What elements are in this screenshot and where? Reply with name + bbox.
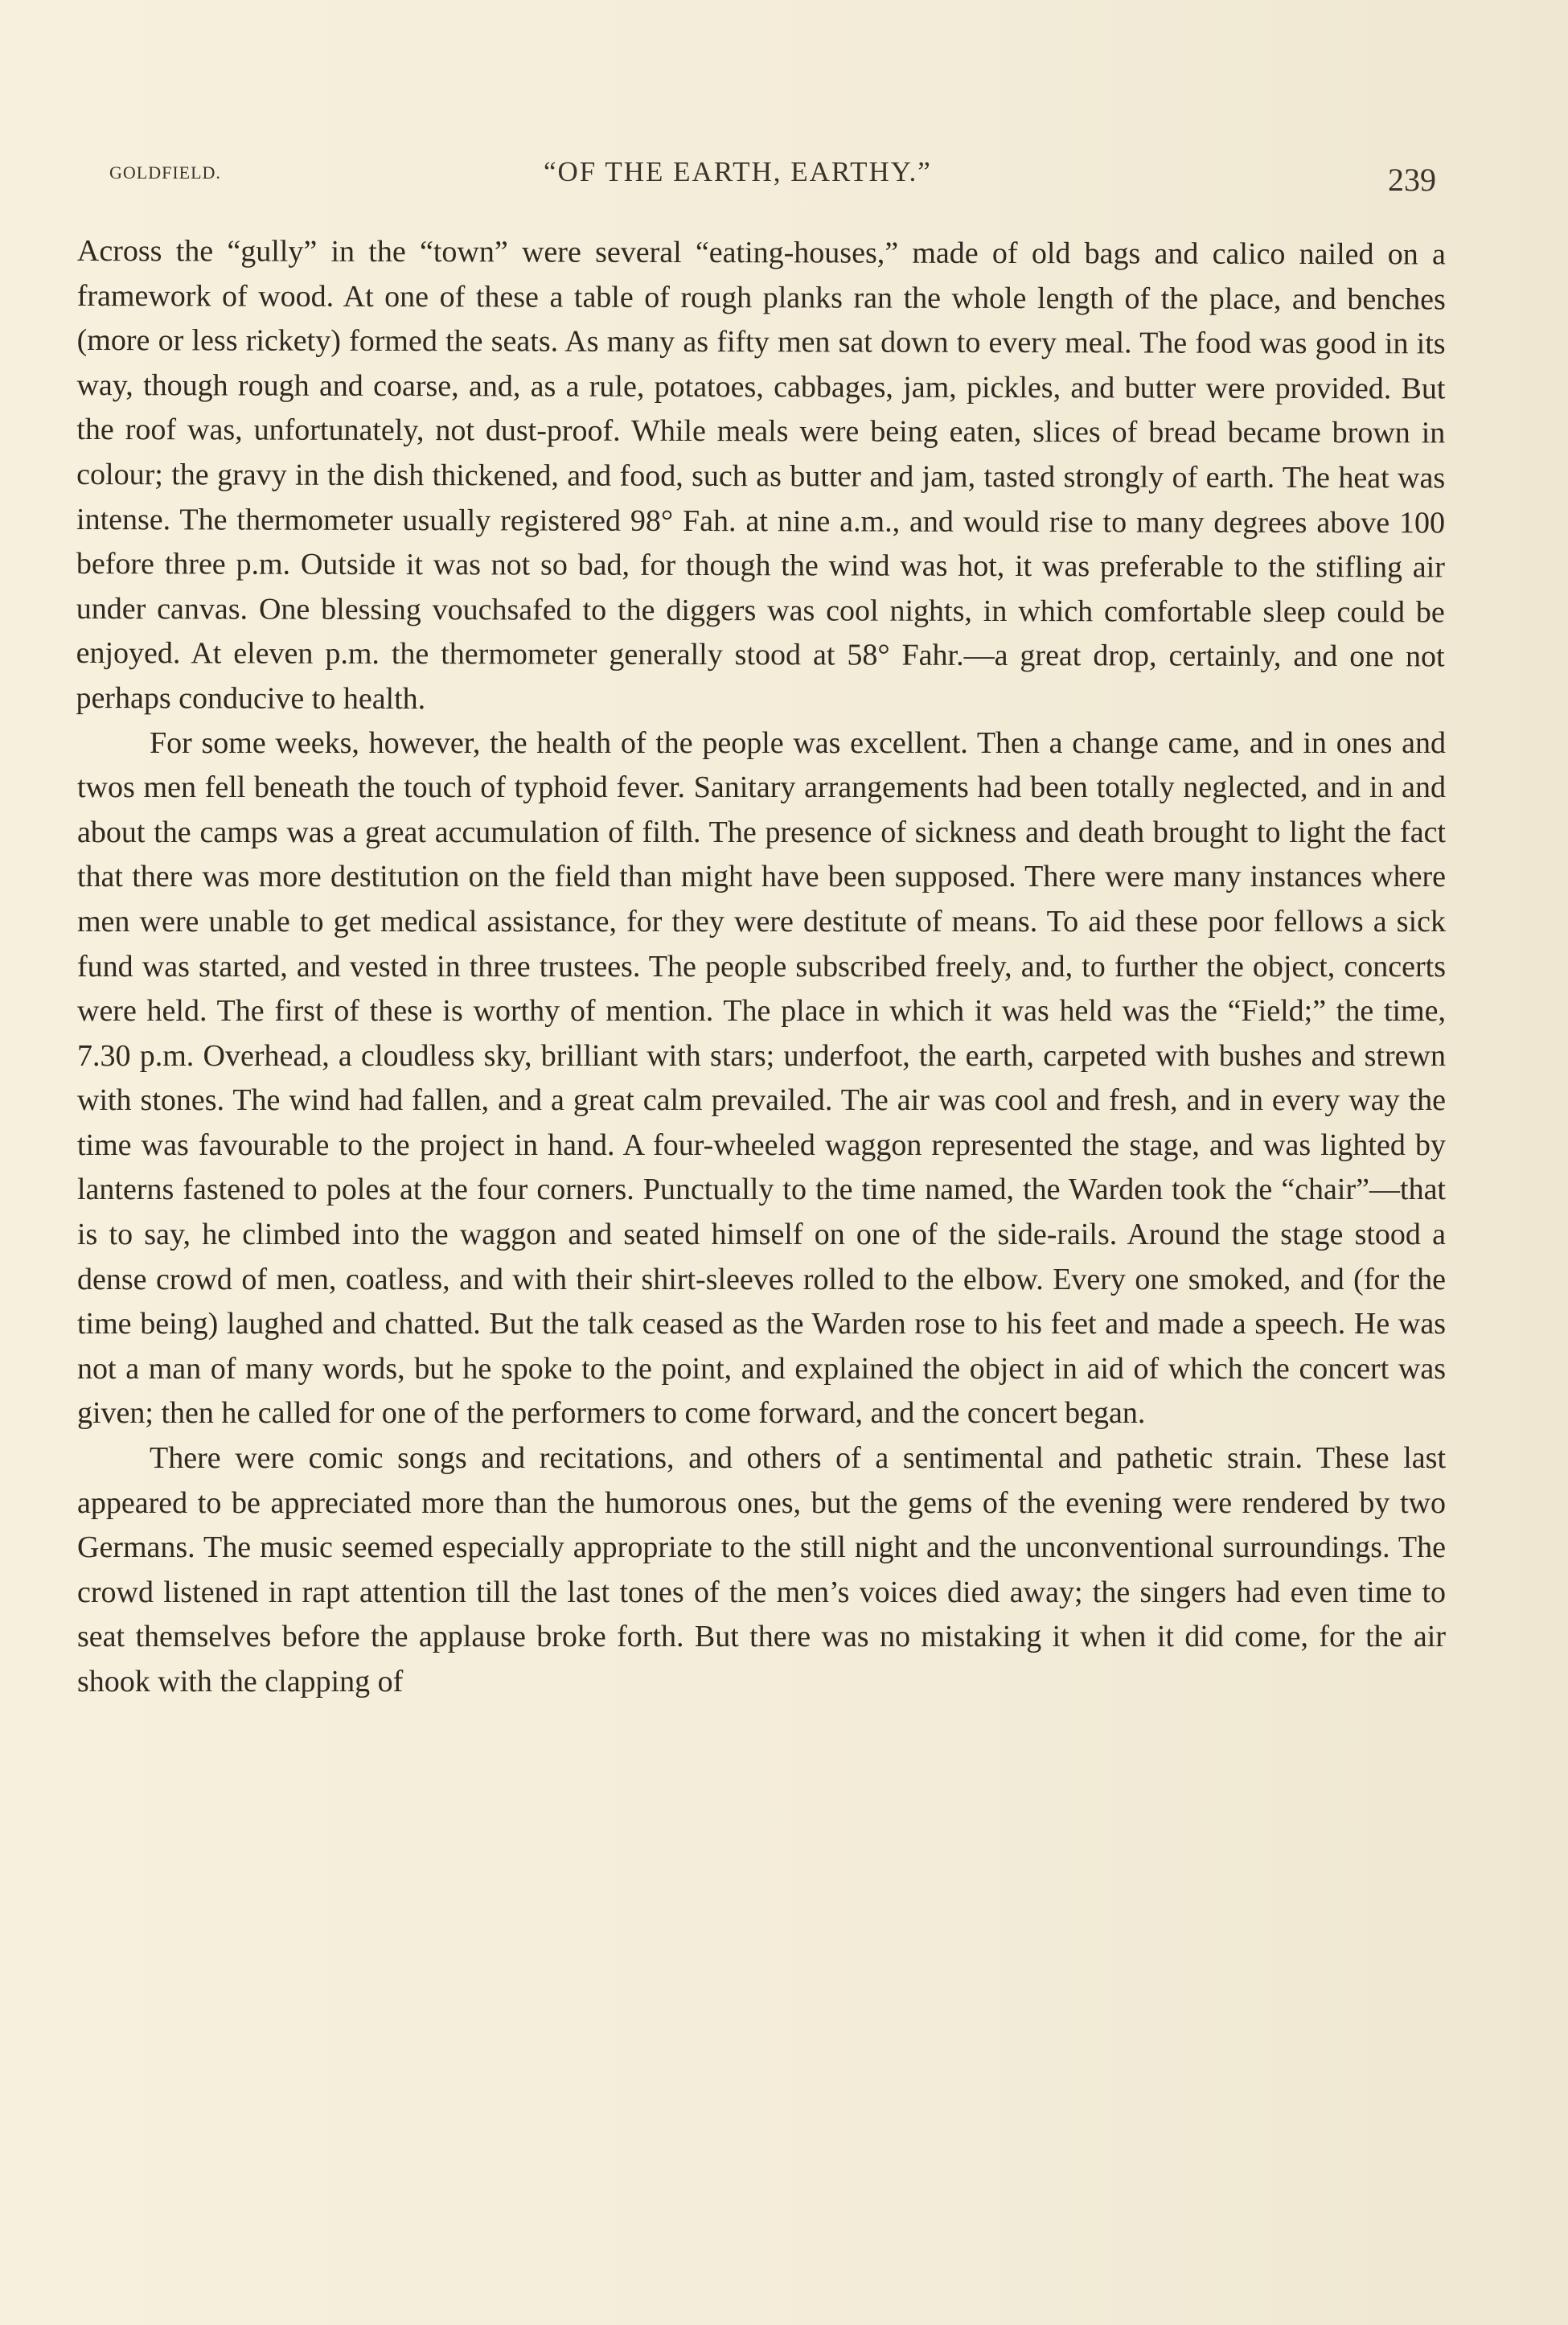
page-header bbox=[0, 153, 1568, 201]
running-head-left: GOLDFIELD. bbox=[109, 162, 221, 183]
page-number: 239 bbox=[1388, 162, 1436, 198]
running-head-title: “OF THE EARTH, EARTHY.” bbox=[544, 156, 932, 187]
body-text bbox=[77, 229, 1446, 1705]
paragraph: There were comic songs and recitations, and others of a sentimental and pathetic strain. These last appeared to be appreciated more than the humorous ones, but the gems of the evening were rendered by two Germans. The music seemed especially appropriate to the still night and the unconventional surroundings. The crowd listened in rapt attention till the last tones of the men’s voices died away; the singers had even time to seat themselves before the applause broke forth. But there was no mistaking it when it did come, for the air shook with the clapping of bbox=[77, 1441, 1446, 1699]
paragraph: Across the “gully” in the “town” were several “eating-houses,” made of old bags and calico nailed on a framework of wood. At one of these a table of rough planks ran the whole length of the place, and benches (more or less rickety) formed the seats. As many as fifty men sat down to every meal. The food was good in its way, though rough and coarse, and, as a rule, potatoes, cabbages, jam, pickles, and butter were provided. But the roof was, unfortunately, not dust-proof. While meals were being eaten, slices of bread became brown in colour; the gravy in the dish thickened, and food, such as butter and jam, tasted strongly of earth. The heat was intense. The thermometer usually registered 98° Fah. at nine a.m., and would rise to many degrees above 100 before three p.m. Outside it was not so bad, for though the wind was hot, it was preferable to the stifling air under canvas. One blessing vouchsafed to the diggers was cool nights, in which comfortable sleep could be enjoyed. At eleven p.m. the thermometer generally stood at 58° Fahr.—a great drop, certainly, and one not perhaps conducive to health. bbox=[76, 233, 1446, 717]
paragraph: For some weeks, however, the health of the people was excellent. Then a change came, and in ones and twos men fell beneath the touch of typhoid fever. Sanitary arrangements had been totally neglected, and in and about the camps was a great accumulation of filth. The presence of sickness and death brought to light the fact that there was more destitution on the field than might have been supposed. There were many instances where men were unable to get medical assistance, for they were destitute of means. To aid these poor fellows a sick fund was started, and vested in three trustees. The people subscribed freely, and, to further the object, concerts were held. The first of these is worthy of mention. The place in which it was held was the “Field;” the time, 7.30 p.m. Overhead, a cloudless sky, brilliant with stars; underfoot, the earth, carpeted with bushes and strewn with stones. The wind had fallen, and a great calm prevailed. The air was cool and fresh, and in every way the time was favourable to the project in hand. A four-wheeled waggon represented the stage, and was lighted by lanterns fastened to poles at the four corners. Punctually to the time named, the Warden took the “chair”—that is to say, he climbed into the waggon and seated himself on one of the side-rails. Around the stage stood a dense crowd of men, coatless, and with their shirt-sleeves rolled to the elbow. Every one smoked, and (for the time being) laughed and chatted. But the talk ceased as the Warden rose to his feet and made a speech. He was not a man of many words, but he spoke to the point, and explained the object in aid of which the concert was given; then he called for one of the performers to come forward, and the concert began. bbox=[77, 725, 1446, 1431]
